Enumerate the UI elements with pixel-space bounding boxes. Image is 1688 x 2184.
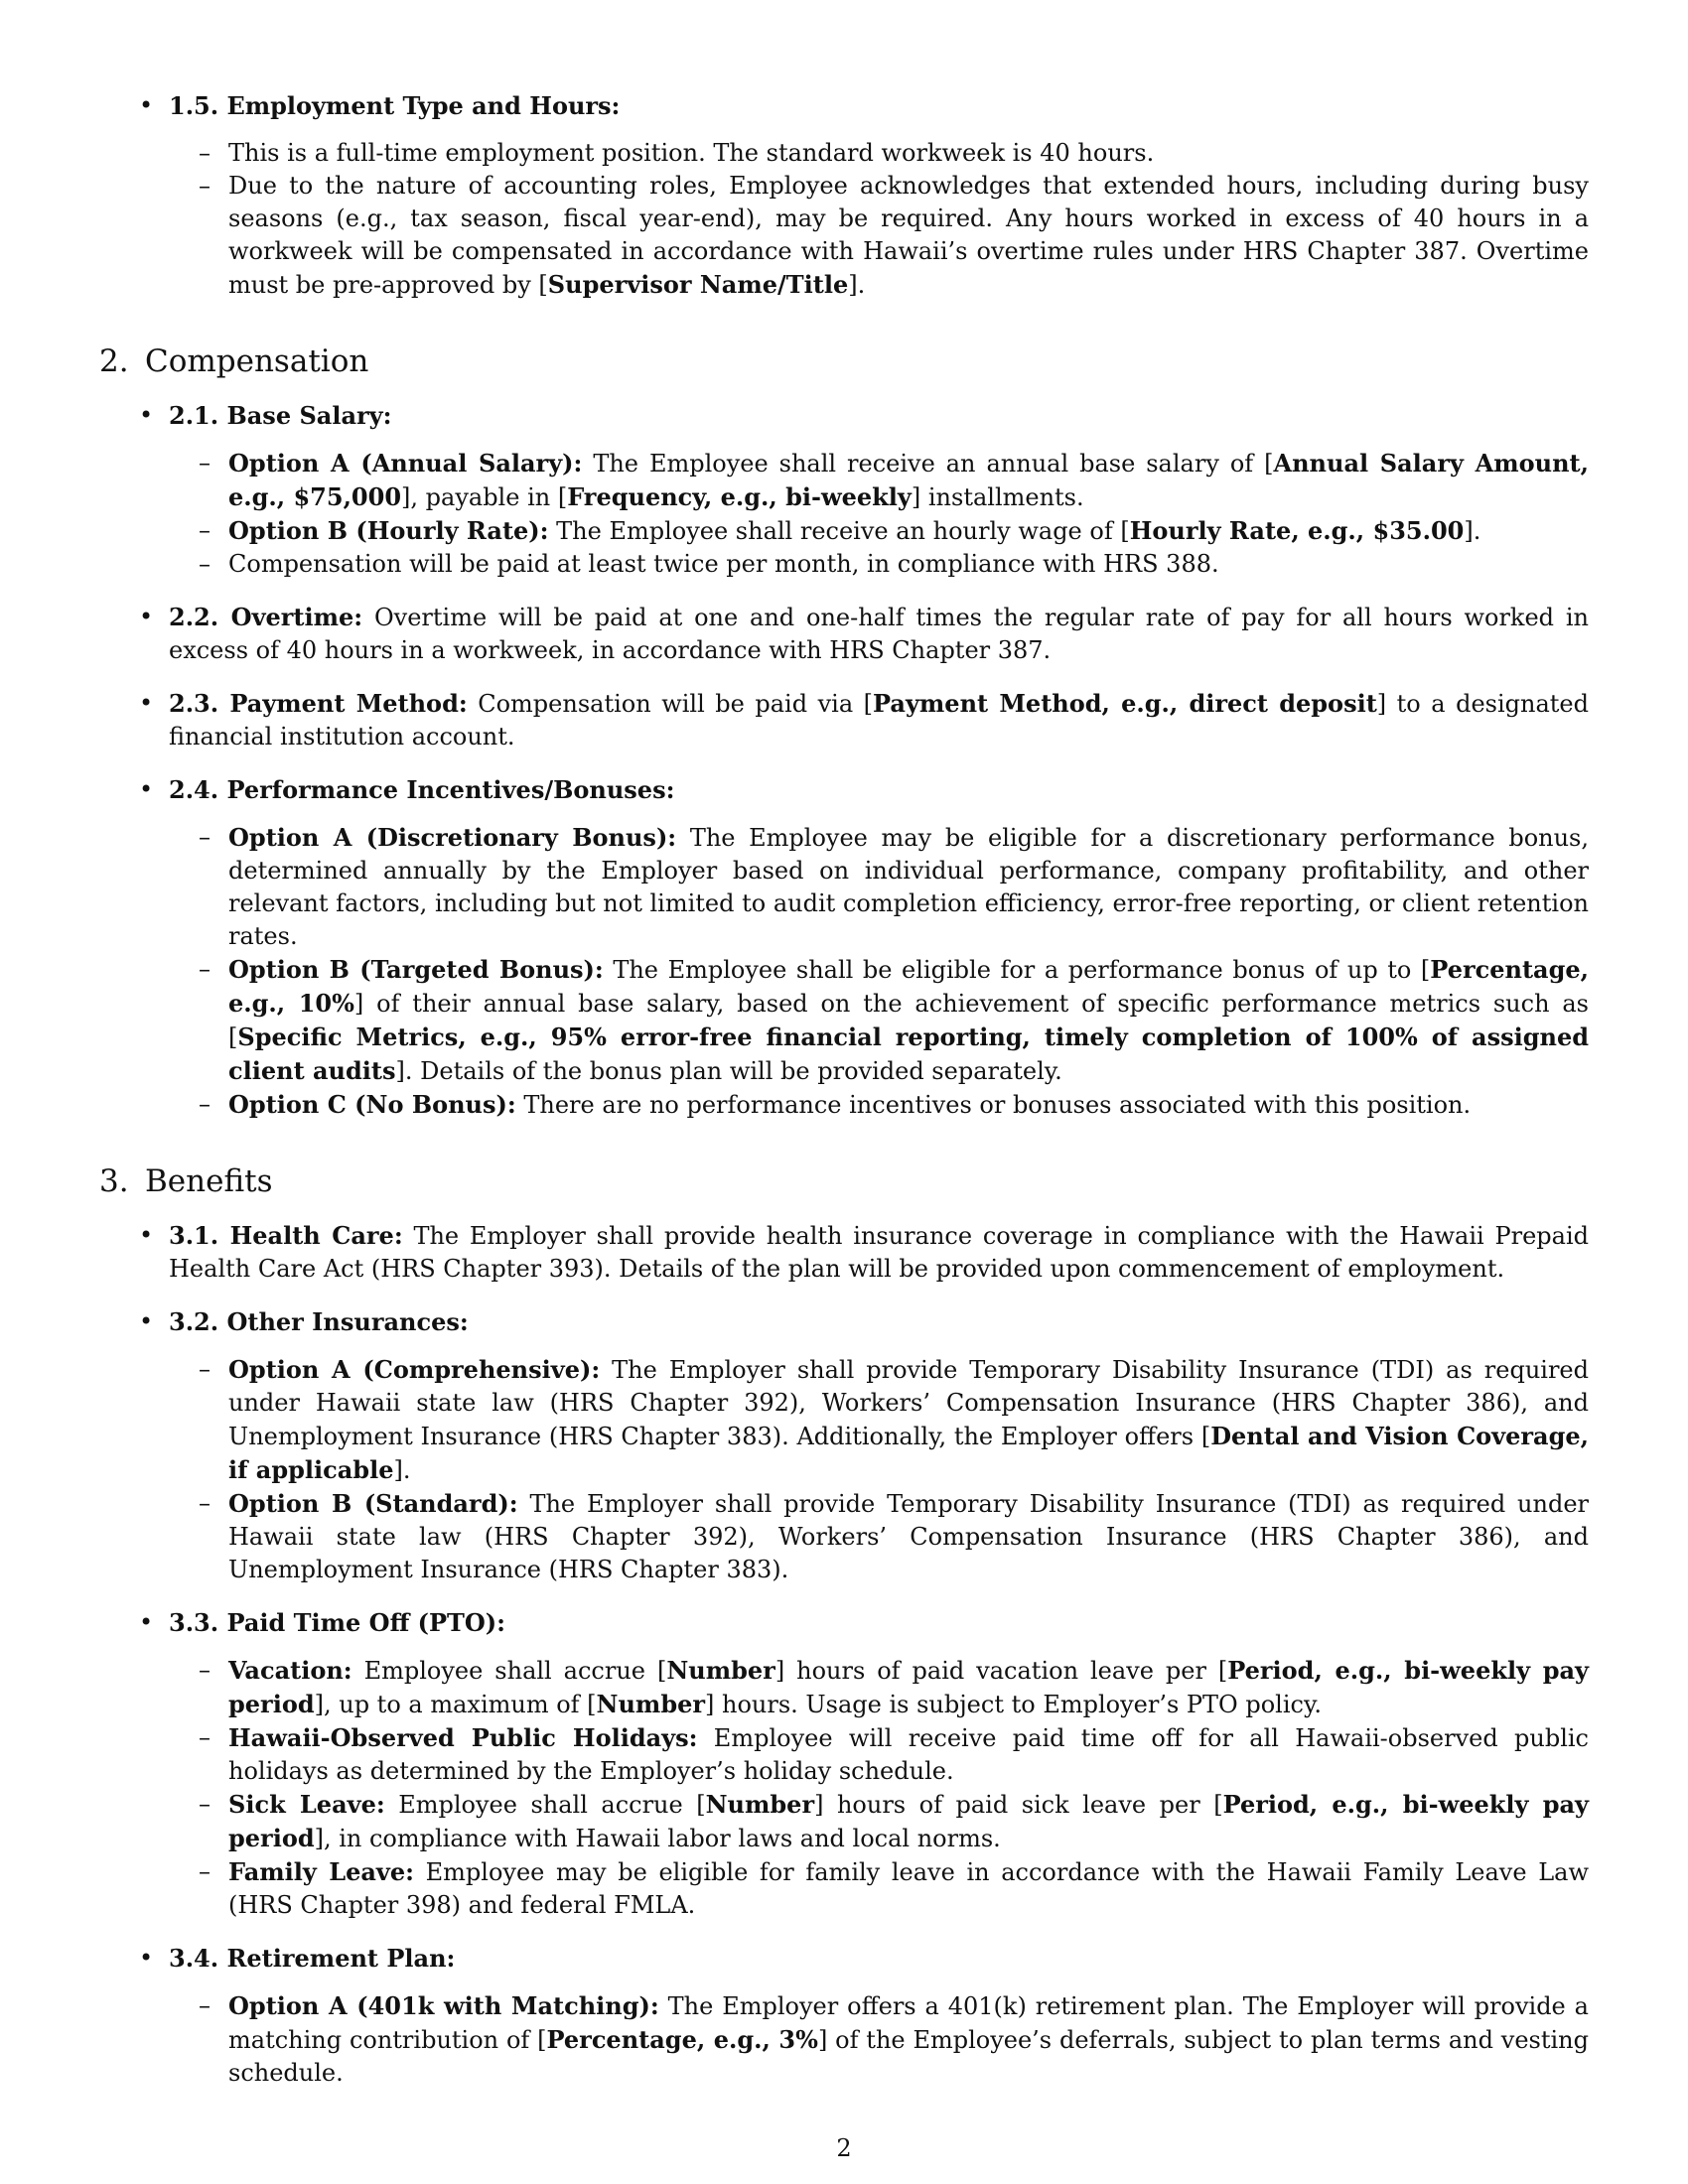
item-family-leave	[99, 1855, 1589, 1922]
section-3-3	[99, 1606, 1589, 1640]
item-extended-hours	[99, 170, 1589, 302]
section-title-text: Compensation	[145, 343, 369, 379]
section-title-text: Benefits	[145, 1163, 273, 1199]
section-3-4-heading: 3.4. Retirement Plan:	[169, 1944, 456, 1973]
item-text: The Employer shall provide health insurance coverage in compliance with the Hawaii Prepaid Health Care Act (HRS Chapter 393). Details of the plan will be provided upon commencement of employment.	[169, 1222, 1589, 1283]
item-sick-leave	[99, 1788, 1589, 1855]
section-1-5-list	[99, 137, 1589, 302]
item-text: ]. Details of the bonus plan will be provided separately.	[395, 1057, 1062, 1085]
item-text: The Employer shall provide Temporary Disability Insurance (TDI) as required under Hawaii state law (HRS Chapter 392), Workers’ Compensation Insurance (HRS Chapter 386), and Unemployment Insurance (HRS Chapter 383). Additionally, the Employer offers [	[228, 1356, 1589, 1450]
section-3-2	[99, 1305, 1589, 1339]
item-text: ] to a designated financial institution account.	[169, 690, 1589, 751]
item-text: Employee may be eligible for family leave in accordance with the Hawaii Family Leave Law (HRS Chapter 398) and federal FMLA.	[228, 1858, 1589, 1919]
placeholder-percentage: Percentage, e.g., 3%	[546, 2025, 818, 2054]
option-label: Option A (Discretionary Bonus):	[228, 823, 677, 852]
section-2-title	[99, 341, 1589, 381]
section-2-2-heading: 2.2. Overtime:	[169, 603, 363, 631]
section-3-4	[99, 1942, 1589, 1976]
item-text: ], in compliance with Hawaii labor laws and local norms.	[314, 1825, 1001, 1852]
option-hourly-rate	[99, 514, 1589, 548]
option-label: Hawaii-Observed Public Holidays:	[228, 1723, 698, 1752]
item-text: Due to the nature of accounting roles, Employee acknowledges that extended hours, including during busy seasons (e.g., tax season, fiscal year-end), may be required. Any hours worked in excess of 40 hours in a workweek will be compensated in accordance with Hawaii’s overtime rules under HRS Chapter 387. Overtime must be pre-approved by [	[228, 172, 1589, 299]
item-text: Employee shall accrue [	[352, 1657, 667, 1685]
section-2-1-heading: 2.1. Base Salary:	[169, 401, 392, 430]
item-text: The Employer offers a 401(k) retirement plan. The Employer will provide a matching contribution of [	[228, 1992, 1589, 2054]
page-number: 2	[836, 2134, 852, 2162]
item-text: The Employer shall provide Temporary Disability Insurance (TDI) as required under Hawaii state law (HRS Chapter 392), Workers’ Compensation Insurance (HRS Chapter 386), and Unemployment Insurance (HRS Chapter 383).	[228, 1490, 1590, 1583]
option-label: Option B (Targeted Bonus):	[228, 955, 604, 984]
option-label: Option A (401k with Matching):	[228, 1991, 659, 2020]
section-2-1	[99, 399, 1589, 433]
item-text: ], up to a maximum of [	[314, 1691, 597, 1718]
item-text: ], payable in [	[401, 483, 568, 511]
document-page	[99, 89, 1589, 2110]
option-label: Option B (Hourly Rate):	[228, 516, 549, 545]
section-2-4-heading: 2.4. Performance Incentives/Bonuses:	[169, 775, 675, 804]
section-3-1-heading: 3.1. Health Care:	[169, 1221, 403, 1250]
option-label: Option A (Annual Salary):	[228, 449, 583, 478]
placeholder-number: Number	[596, 1690, 706, 1718]
item-text: Compensation will be paid via [	[467, 690, 874, 718]
item-text: Overtime will be paid at one and one-half times the regular rate of pay for all hours worked in excess of 40 hours in a workweek, in accordance with HRS Chapter 387.	[169, 604, 1589, 664]
item-text: Employee shall accrue [	[384, 1791, 706, 1819]
option-label: Sick Leave:	[228, 1790, 385, 1819]
item-text: ] hours of paid vacation leave per [	[774, 1657, 1228, 1685]
section-number: 3.	[99, 1163, 129, 1199]
option-discretionary-bonus	[99, 821, 1589, 953]
option-comprehensive	[99, 1353, 1589, 1487]
item-text: The Employee shall receive an hourly wage of [	[548, 517, 1130, 545]
option-401k-matching	[99, 1989, 1589, 2090]
placeholder-frequency: Frequency, e.g., bi-weekly	[567, 482, 912, 511]
item-vacation	[99, 1654, 1589, 1721]
section-1-5-heading: 1.5. Employment Type and Hours:	[169, 91, 621, 120]
section-1-5	[99, 89, 1589, 123]
option-label: Vacation:	[228, 1656, 352, 1685]
item-text: ] of their annual base salary, based on the achievement of specific performance metrics such as [	[228, 990, 1589, 1051]
option-annual-salary	[99, 447, 1589, 514]
section-2-2	[99, 601, 1589, 667]
section-3-title	[99, 1161, 1589, 1201]
placeholder-metrics: Specific Metrics, e.g., 95% error-free financial reporting, timely completion of 100% of assigned client audits	[228, 1023, 1589, 1085]
placeholder-number: Number	[705, 1790, 815, 1819]
option-standard	[99, 1487, 1589, 1586]
item-text: ].	[1464, 517, 1481, 545]
item-text: There are no performance incentives or bonuses associated with this position.	[515, 1091, 1472, 1119]
placeholder-salary: Annual Salary Amount, e.g., $75,000	[228, 449, 1589, 511]
item-text: ] hours of paid sick leave per [	[814, 1791, 1223, 1819]
placeholder-period: Period, e.g., bi-weekly pay period	[228, 1790, 1589, 1852]
option-label: Option C (No Bonus):	[228, 1090, 516, 1119]
section-2-4	[99, 773, 1589, 807]
section-2-4-list	[99, 821, 1589, 1122]
item-full-time	[99, 137, 1589, 170]
option-label: Option A (Comprehensive):	[228, 1355, 601, 1384]
section-2-3-heading: 2.3. Payment Method:	[169, 689, 468, 718]
placeholder-dental-vision: Dental and Vision Coverage, if applicable	[228, 1422, 1589, 1484]
section-3-3-heading: 3.3. Paid Time Off (PTO):	[169, 1608, 506, 1637]
option-no-bonus	[99, 1088, 1589, 1122]
placeholder-percentage: Percentage, e.g., 10%	[228, 955, 1589, 1018]
item-paid-twice-monthly	[99, 548, 1589, 581]
option-targeted-bonus	[99, 953, 1589, 1088]
option-label: Family Leave:	[228, 1857, 414, 1886]
item-text: ].	[848, 271, 866, 299]
placeholder-number: Number	[666, 1656, 775, 1685]
item-text: ].	[393, 1456, 411, 1484]
placeholder-payment-method: Payment Method, e.g., direct deposit	[873, 689, 1377, 718]
placeholder-supervisor: Supervisor Name/Title	[547, 270, 849, 299]
section-2-1-list	[99, 447, 1589, 581]
option-label: Option B (Standard):	[228, 1489, 518, 1518]
section-3-2-list	[99, 1353, 1589, 1586]
item-text: ] hours. Usage is subject to Employer’s PTO policy.	[705, 1691, 1322, 1718]
section-3-2-heading: 3.2. Other Insurances:	[169, 1307, 469, 1336]
item-public-holidays	[99, 1721, 1589, 1788]
section-3-1	[99, 1219, 1589, 1286]
section-number: 2.	[99, 343, 129, 379]
item-text: The Employee shall be eligible for a performance bonus of up to [	[603, 956, 1431, 984]
section-3-3-list	[99, 1654, 1589, 1922]
item-text: ] installments.	[911, 483, 1084, 511]
section-3-4-list	[99, 1989, 1589, 2090]
section-2-3	[99, 687, 1589, 753]
item-text: The Employee may be eligible for a discretionary performance bonus, determined annually by the Employer based on individual performance, company profitability, and other relevant factors, including but not limited to audit completion efficiency, error-free reporting, or client retention rates.	[228, 824, 1589, 950]
item-text: Compensation will be paid at least twice per month, in compliance with HRS 388.	[228, 550, 1219, 578]
item-text: The Employee shall receive an annual base salary of [	[582, 450, 1274, 478]
item-text: Employee will receive paid time off for all Hawaii-observed public holidays as determined by the Employer’s holiday schedule.	[228, 1724, 1589, 1785]
item-text: ] of the Employee’s deferrals, subject to plan terms and vesting schedule.	[228, 2026, 1590, 2087]
placeholder-period: Period, e.g., bi-weekly pay period	[228, 1656, 1589, 1718]
placeholder-hourly-rate: Hourly Rate, e.g., $35.00	[1129, 516, 1465, 545]
item-text: This is a full-time employment position. The standard workweek is 40 hours.	[228, 139, 1155, 167]
